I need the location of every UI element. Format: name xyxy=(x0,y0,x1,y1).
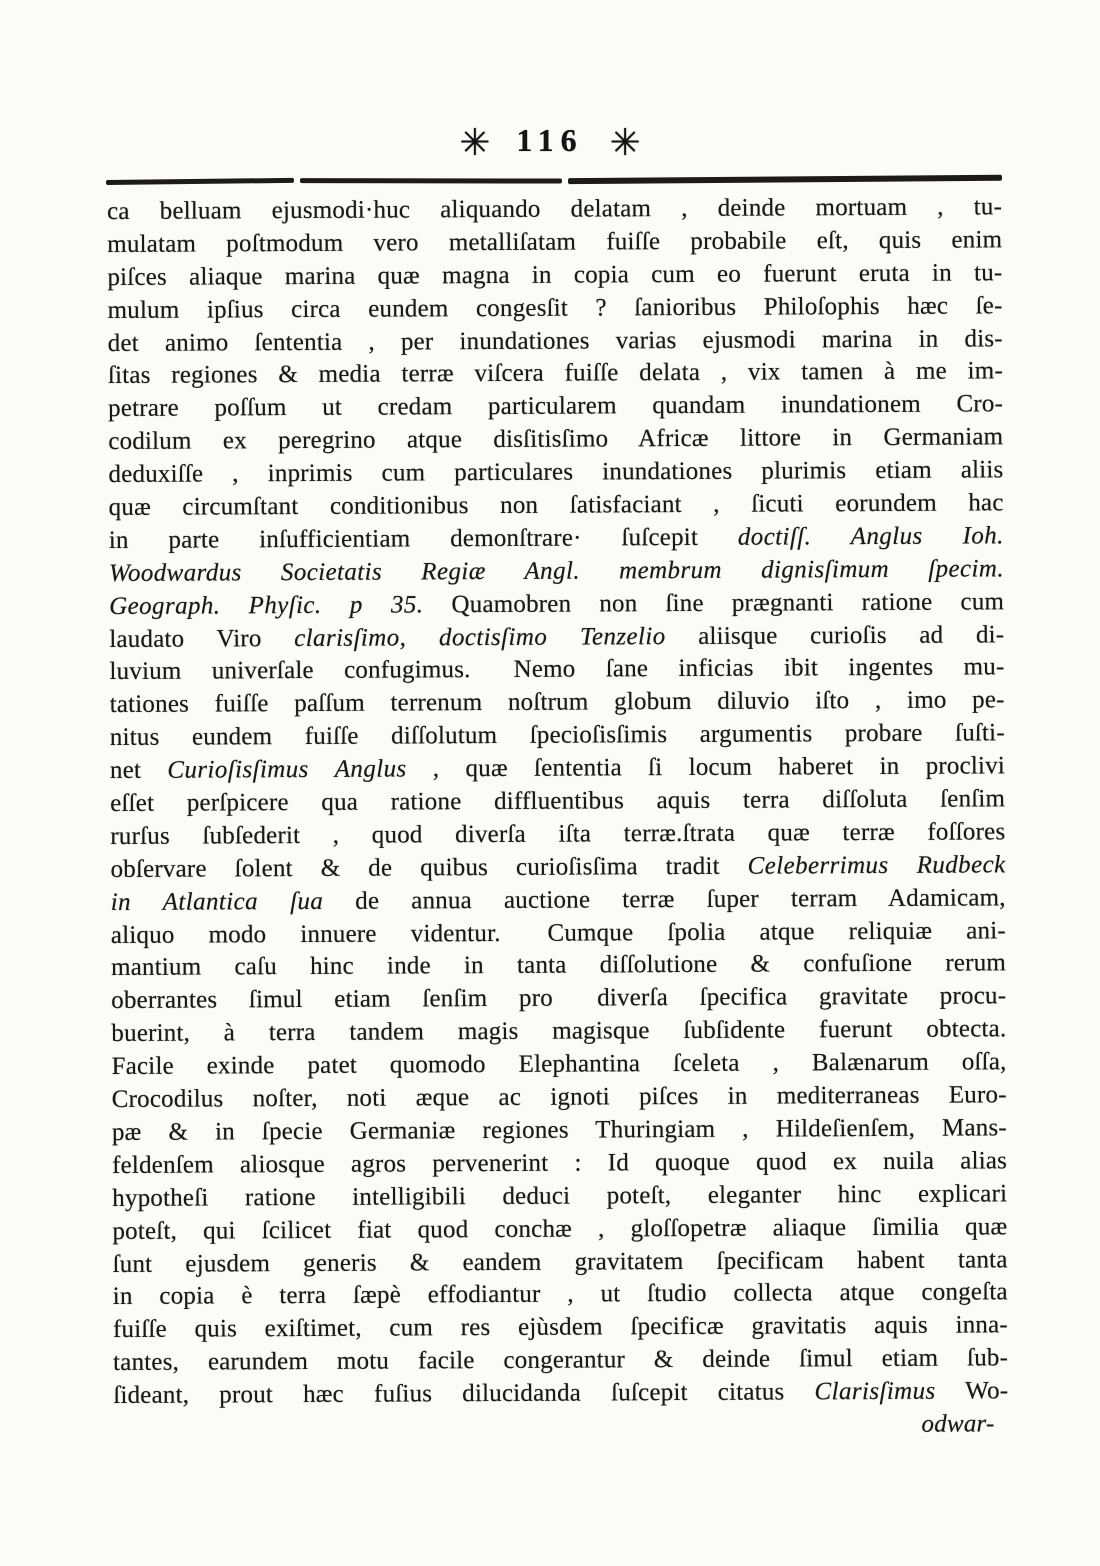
text-line xyxy=(110,718,1005,756)
text-segment: petrare poſſum ut credam particularem quandam inundationem Cro- xyxy=(108,390,1004,423)
text-line xyxy=(110,685,1005,723)
text-line xyxy=(109,619,1004,657)
text-line xyxy=(110,783,1005,821)
text-segment: in parte inſufficientiam demonſtrare· ſuſcepit xyxy=(108,523,738,554)
text-line xyxy=(107,257,1002,295)
text-segment: laudato Viro xyxy=(109,624,295,653)
text-block xyxy=(107,191,1009,1446)
text-line xyxy=(112,1112,1007,1150)
text-segment: codilum ex peregrino atque disſitisſimo Africæ littore in Germaniam xyxy=(108,423,1004,456)
running-head xyxy=(0,122,1100,163)
text-segment: , quæ ſententia ſi locum haberet in proclivi xyxy=(406,752,1006,783)
text-line xyxy=(112,1178,1007,1216)
text-line xyxy=(107,224,1002,262)
text-line xyxy=(107,191,1002,229)
text-line xyxy=(111,1046,1006,1084)
italic-text-segment: Clarisſimus xyxy=(814,1377,936,1406)
page-number: 116 xyxy=(516,122,584,158)
text-line xyxy=(112,1211,1007,1249)
text-segment: mantium caſu hinc inde in tanta diſſolutione & confuſione rerum xyxy=(110,949,1007,982)
italic-text-segment: clarisſimo, doctisſimo Tenzelio xyxy=(294,622,666,652)
text-segment: hypotheſi ratione intelligibili deduci poteſt, eleganter hinc explicari xyxy=(112,1180,1008,1212)
text-segment: poteſt, qui ſcilicet fiat quod conchæ , gloſſopetræ aliaque ſimilia quæ xyxy=(112,1212,1008,1245)
text-line xyxy=(108,422,1003,460)
text-line xyxy=(113,1244,1008,1282)
text-line xyxy=(111,882,1006,920)
text-segment: mulatam poſtmodum vero metalliſatam fuiſſe probabile eſt, quis enim xyxy=(107,226,1003,258)
text-segment: feldenſem aliosque agros pervenerint : Id quoque quod ex nuila alias xyxy=(112,1147,1008,1179)
text-segment: fuiſſe quis exiſtimet, cum res ejùsdem ſpecificæ gravitatis aquis inna- xyxy=(112,1311,1008,1344)
text-segment: ſideant, prout hæc fuſius dilucidanda ſuſcepit citatus xyxy=(113,1378,815,1410)
text-segment: quæ circumſtant conditionibus non ſatisfaciant , ſicuti eorundem hac xyxy=(108,489,1004,522)
text-line xyxy=(108,356,1003,394)
text-segment: ſitas regiones & media terræ viſcera fuiſſe delata , vix tamen à me im- xyxy=(107,357,1004,390)
text-line xyxy=(109,487,1004,525)
text-line xyxy=(110,750,1005,788)
text-segment: Wo- xyxy=(935,1377,1009,1405)
text-line xyxy=(111,948,1006,986)
text-segment: Crocodilus noſter, noti æque ac ignoti piſces in mediterraneas Euro- xyxy=(111,1081,1007,1114)
text-line xyxy=(112,1079,1007,1117)
text-segment: aliquo modo innuere videntur. Cumque ſpolia atque reliquiæ ani- xyxy=(110,916,1006,949)
text-segment: pæ & in ſpecie Germaniæ regiones Thuringiam , Hildeſienſem, Mans- xyxy=(111,1114,1007,1146)
head-rule-segment xyxy=(106,177,294,184)
head-rule xyxy=(106,176,1002,184)
text-segment: ſunt ejusdem generis & eandem gravitatem ſpecificam habent tanta xyxy=(112,1245,1008,1278)
italic-text-segment: doctiſſ. Anglus Ioh. xyxy=(737,522,1004,551)
text-segment: net xyxy=(109,756,168,785)
text-line xyxy=(109,520,1004,558)
text-line xyxy=(113,1277,1008,1315)
text-segment: tationes fuiſſe paſſum terrenum noſtrum globum diluvio iſto , imo pe- xyxy=(109,686,1005,719)
text-segment: oberrantes ſimul etiam ſenſim pro diverſa ſpecifica gravitate procu- xyxy=(111,982,1007,1015)
italic-text-segment: in Atlantica ſua xyxy=(110,887,324,916)
text-segment: aliisque curioſis ad di- xyxy=(665,620,1005,650)
head-rule-segment xyxy=(300,178,562,183)
italic-text-segment: Celeberrimus Rudbeck xyxy=(747,851,1006,880)
text-line xyxy=(113,1342,1008,1380)
text-line xyxy=(111,915,1006,953)
text-line xyxy=(111,1014,1006,1052)
text-segment: tantes, earundem motu facile congerantur & deinde ſimul etiam ſub- xyxy=(113,1344,1009,1377)
text-segment: obſervare ſolent & de quibus curioſisſima tradit xyxy=(110,852,748,883)
text-segment: de annua auctione terræ ſuper terram Adamicam, xyxy=(323,884,1006,915)
text-line xyxy=(112,1145,1007,1183)
head-rule-segment xyxy=(568,175,1002,184)
text-line xyxy=(109,553,1004,591)
text-segment: in copia è terra ſæpè effodiantur , ut ſtudio collecta atque congeſta xyxy=(112,1278,1008,1311)
text-segment: eſſet perſpicere qua ratione diffluentibus aquis terra diſſoluta ſenſim xyxy=(110,785,1006,818)
italic-text-segment: Curioſisſimus Anglus xyxy=(167,755,407,784)
text-segment: deduxiſſe , inprimis cum particulares inundationes plurimis etiam aliis xyxy=(108,456,1004,489)
rosette-ornament-right-icon: ✳ xyxy=(609,121,641,164)
italic-text-segment: Geograph. Phyſic. p 35. xyxy=(109,591,424,620)
text-segment: rurſus ſubſederit , quod diverſa iſta terræ.ſtrata quæ terræ foſſores xyxy=(110,818,1006,850)
text-line xyxy=(110,849,1005,887)
text-segment: piſces aliaque marina quæ magna in copia cum eo fuerunt eruta in tu- xyxy=(107,259,1003,291)
text-segment: Quamobren non ſine prægnanti ratione cum xyxy=(423,587,1005,619)
italic-text-segment: Woodwardus Societatis Regiæ Angl. membrum dignisſimum ſpecim. xyxy=(108,555,1005,587)
text-line xyxy=(108,389,1003,427)
rosette-ornament-left-icon: ✳ xyxy=(459,121,491,164)
text-line xyxy=(109,586,1004,624)
text-line xyxy=(108,323,1003,361)
text-segment: ca belluam ejusmodi·huc aliquando delatam , deinde mortuam , tu- xyxy=(107,193,1003,225)
text-segment: mulum ipſius circa eundem congesſit ? ſanioribus Philoſophis hæc ſe- xyxy=(107,291,1003,324)
text-segment: nitus eundem fuiſſe diſſolutum ſpecioſisſimis argumentis probare ſuſti- xyxy=(109,719,1005,752)
text-segment: Facile exinde patet quomodo Elephantina ſceleta , Balænarum oſſa, xyxy=(111,1048,1007,1081)
text-line xyxy=(111,981,1006,1019)
text-segment: buerint, à terra tandem magis magisque ſubſidente fuerunt obtecta. xyxy=(111,1015,1007,1048)
catchword: odwar- xyxy=(921,1410,995,1438)
text-line xyxy=(113,1375,1008,1413)
text-line xyxy=(113,1310,1008,1348)
text-line xyxy=(109,652,1004,690)
text-segment: det animo ſententia , per inundationes varias ejusmodi marina in dis- xyxy=(107,324,1003,357)
text-line xyxy=(110,816,1005,854)
text-line xyxy=(108,454,1003,492)
text-segment: luvium univerſale confugimus. Nemo ſane inficias ibit ingentes mu- xyxy=(109,653,1005,686)
text-line xyxy=(108,290,1003,328)
